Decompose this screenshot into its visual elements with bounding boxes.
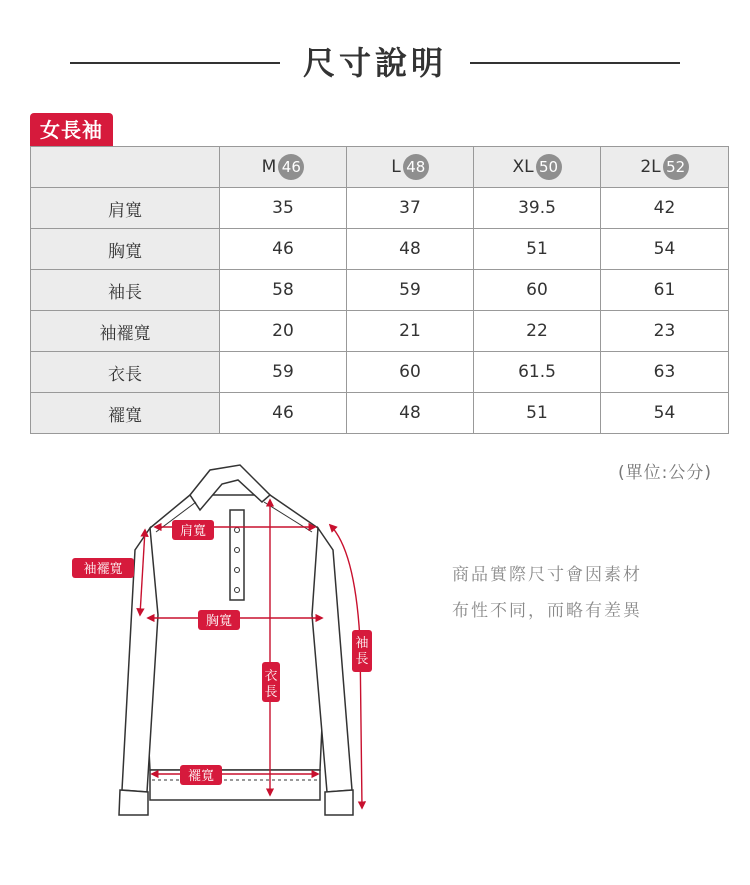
shirt-outline bbox=[119, 465, 353, 815]
table-cell: 60 bbox=[474, 270, 601, 311]
table-cell: 48 bbox=[347, 229, 474, 270]
label-sleeve-length bbox=[352, 630, 372, 672]
table-cell: 20 bbox=[220, 311, 347, 352]
size-header-l bbox=[347, 147, 474, 188]
header-corner-cell bbox=[31, 147, 220, 188]
table-cell: 61.5 bbox=[474, 352, 601, 393]
row-label: 袖襬寬 bbox=[31, 311, 220, 352]
table-cell: 48 bbox=[347, 393, 474, 434]
size-number-badge: 50 bbox=[536, 154, 562, 180]
label-hem bbox=[180, 765, 222, 785]
table-cell: 39.5 bbox=[474, 188, 601, 229]
size-number-badge: 48 bbox=[403, 154, 429, 180]
category-tag: 女長袖 bbox=[30, 113, 113, 147]
table-cell: 60 bbox=[347, 352, 474, 393]
table-row bbox=[31, 188, 729, 229]
unit-note: (單位:公分) bbox=[618, 463, 712, 483]
row-label: 胸寬 bbox=[31, 229, 220, 270]
label-cuff-text: 袖襬寬 bbox=[83, 562, 123, 577]
table-cell: 42 bbox=[601, 188, 729, 229]
table-cell: 21 bbox=[347, 311, 474, 352]
size-header-row bbox=[31, 147, 729, 188]
row-label: 袖長 bbox=[31, 270, 220, 311]
title-divider-left bbox=[70, 62, 280, 64]
table-row bbox=[31, 270, 729, 311]
label-chest bbox=[198, 610, 240, 630]
label-hem-text: 襬寬 bbox=[187, 769, 215, 784]
table-cell: 23 bbox=[601, 311, 729, 352]
size-name: L bbox=[391, 157, 401, 177]
size-table bbox=[30, 146, 729, 434]
label-shoulder bbox=[172, 520, 214, 540]
table-row bbox=[31, 229, 729, 270]
label-body-length bbox=[262, 662, 280, 702]
table-cell: 51 bbox=[474, 393, 601, 434]
table-cell: 46 bbox=[220, 229, 347, 270]
table-cell: 54 bbox=[601, 393, 729, 434]
table-cell: 63 bbox=[601, 352, 729, 393]
table-cell: 37 bbox=[347, 188, 474, 229]
title-block bbox=[0, 40, 750, 86]
table-row bbox=[31, 311, 729, 352]
label-body-length-text: 衣長 bbox=[264, 669, 278, 700]
label-cuff bbox=[72, 558, 134, 578]
table-cell: 51 bbox=[474, 229, 601, 270]
table-cell: 59 bbox=[220, 352, 347, 393]
table-row bbox=[31, 352, 729, 393]
table-cell: 59 bbox=[347, 270, 474, 311]
label-chest-text: 胸寬 bbox=[205, 614, 233, 629]
size-name: 2L bbox=[640, 157, 661, 177]
label-sleeve-length-text: 袖長 bbox=[355, 636, 369, 667]
table-cell: 61 bbox=[601, 270, 729, 311]
title-divider-right bbox=[470, 62, 680, 64]
disclaimer-line-1: 商品實際尺寸會因素材 bbox=[452, 565, 642, 585]
row-label: 襬寬 bbox=[31, 393, 220, 434]
size-number-badge: 52 bbox=[663, 154, 689, 180]
garment-diagram bbox=[0, 440, 420, 840]
table-row bbox=[31, 393, 729, 434]
table-cell: 35 bbox=[220, 188, 347, 229]
label-shoulder-text: 肩寬 bbox=[179, 524, 207, 539]
size-number-badge: 46 bbox=[278, 154, 304, 180]
size-name: M bbox=[261, 157, 277, 177]
row-label: 肩寬 bbox=[31, 188, 220, 229]
size-header-xl bbox=[474, 147, 601, 188]
size-name: XL bbox=[512, 157, 534, 177]
size-header-m bbox=[220, 147, 347, 188]
size-header-2l bbox=[601, 147, 729, 188]
table-cell: 46 bbox=[220, 393, 347, 434]
table-cell: 22 bbox=[474, 311, 601, 352]
page-title: 尺寸說明 bbox=[302, 44, 447, 82]
disclaimer-line-2: 布性不同，而略有差異 bbox=[452, 601, 642, 621]
table-cell: 58 bbox=[220, 270, 347, 311]
row-label: 衣長 bbox=[31, 352, 220, 393]
table-cell: 54 bbox=[601, 229, 729, 270]
